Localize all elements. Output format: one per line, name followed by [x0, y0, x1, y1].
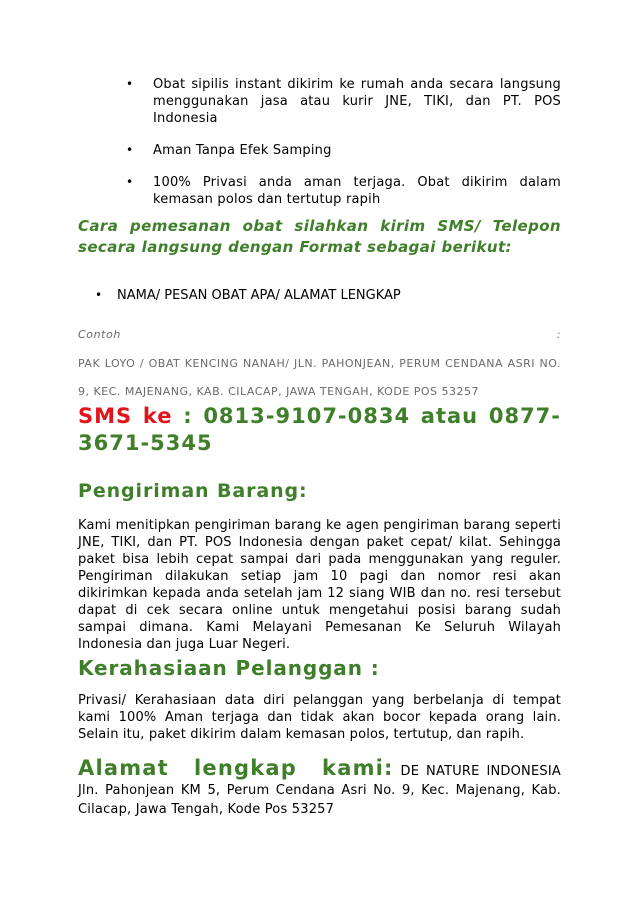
order-instructions-heading: Cara pemesanan obat silahkan kirim SMS/ Telepon secara langsung dengan Format sebagai berikut:: [78, 217, 561, 256]
address-section: [78, 756, 561, 819]
benefits-list: [124, 76, 561, 223]
list-item: [95, 287, 401, 304]
bullet-icon: •: [126, 175, 134, 189]
list-item: [124, 142, 561, 159]
list-item-text: 100% Privasi anda aman terjaga. Obat dikirim dalam kemasan polos dan tertutup rapih: [153, 175, 561, 207]
address-heading: Alamat lengkap kami:: [78, 756, 394, 780]
list-item-text: Aman Tanpa Efek Samping: [153, 143, 332, 158]
bullet-icon: •: [126, 143, 134, 157]
sms-numbers: : 0813-9107-0834 atau 0877-3671-5345: [78, 404, 561, 455]
bullet-icon: •: [126, 77, 134, 91]
example-label: Contoh: [78, 328, 121, 341]
list-item: [124, 76, 561, 127]
privacy-heading: Kerahasiaan Pelanggan :: [78, 656, 380, 680]
example-text: PAK LOYO / OBAT KENCING NANAH/ JLN. PAHONJEAN, PERUM CENDANA ASRI NO. 9, KEC. MAJENANG, KAB. CILACAP, JAWA TENGAH, KODE POS 53257: [78, 357, 561, 398]
address-text: DE NATURE INDONESIA Jln. Pahonjean KM 5, Perum Cendana Asri No. 9, Kec. Majenang, Kab. Cilacap, Jawa Tengah, Kode Pos 53257: [78, 764, 561, 817]
shipping-heading: Pengiriman Barang:: [78, 480, 308, 502]
example-label-row: [78, 328, 561, 341]
example-colon: :: [556, 328, 561, 341]
sms-prefix: SMS ke: [78, 404, 173, 428]
privacy-paragraph: Privasi/ Kerahasiaan data diri pelanggan yang berbelanja di tempat kami 100% Aman terjaga dan tidak akan bocor kepada orang lain. Selain itu, paket dikirim dalam kemasan polos, tertutup, dan rapih.: [78, 693, 561, 742]
order-format-list: [95, 287, 401, 304]
bullet-icon: •: [95, 288, 103, 302]
shipping-paragraph: Kami menitipkan pengiriman barang ke agen pengiriman barang seperti JNE, TIKI, dan PT. POS Indonesia dengan paket cepat/ kilat. Sehingga paket bisa lebih cepat sampai dari pada menggunakan yang reguler. Pengiriman dilakukan setiap jam 10 pagi dan nomor resi akan dikirimkan kepada anda setelah jam 12 siang WIB dan no. resi tersebut dapat di cek secara online untuk mengetahui posisi barang sudah sampai dimana. Kami Melayani Pemesanan Ke Seluruh Wilayah Indonesia dan juga Luar Negeri.: [78, 518, 561, 652]
list-item-text: Obat sipilis instant dikirim ke rumah anda secara langsung menggunakan jasa atau kurir JNE, TIKI, dan PT. POS Indonesia: [153, 77, 561, 126]
order-format-text: NAMA/ PESAN OBAT APA/ ALAMAT LENGKAP: [117, 288, 401, 303]
sms-contact: [78, 403, 561, 457]
list-item: [124, 174, 561, 208]
